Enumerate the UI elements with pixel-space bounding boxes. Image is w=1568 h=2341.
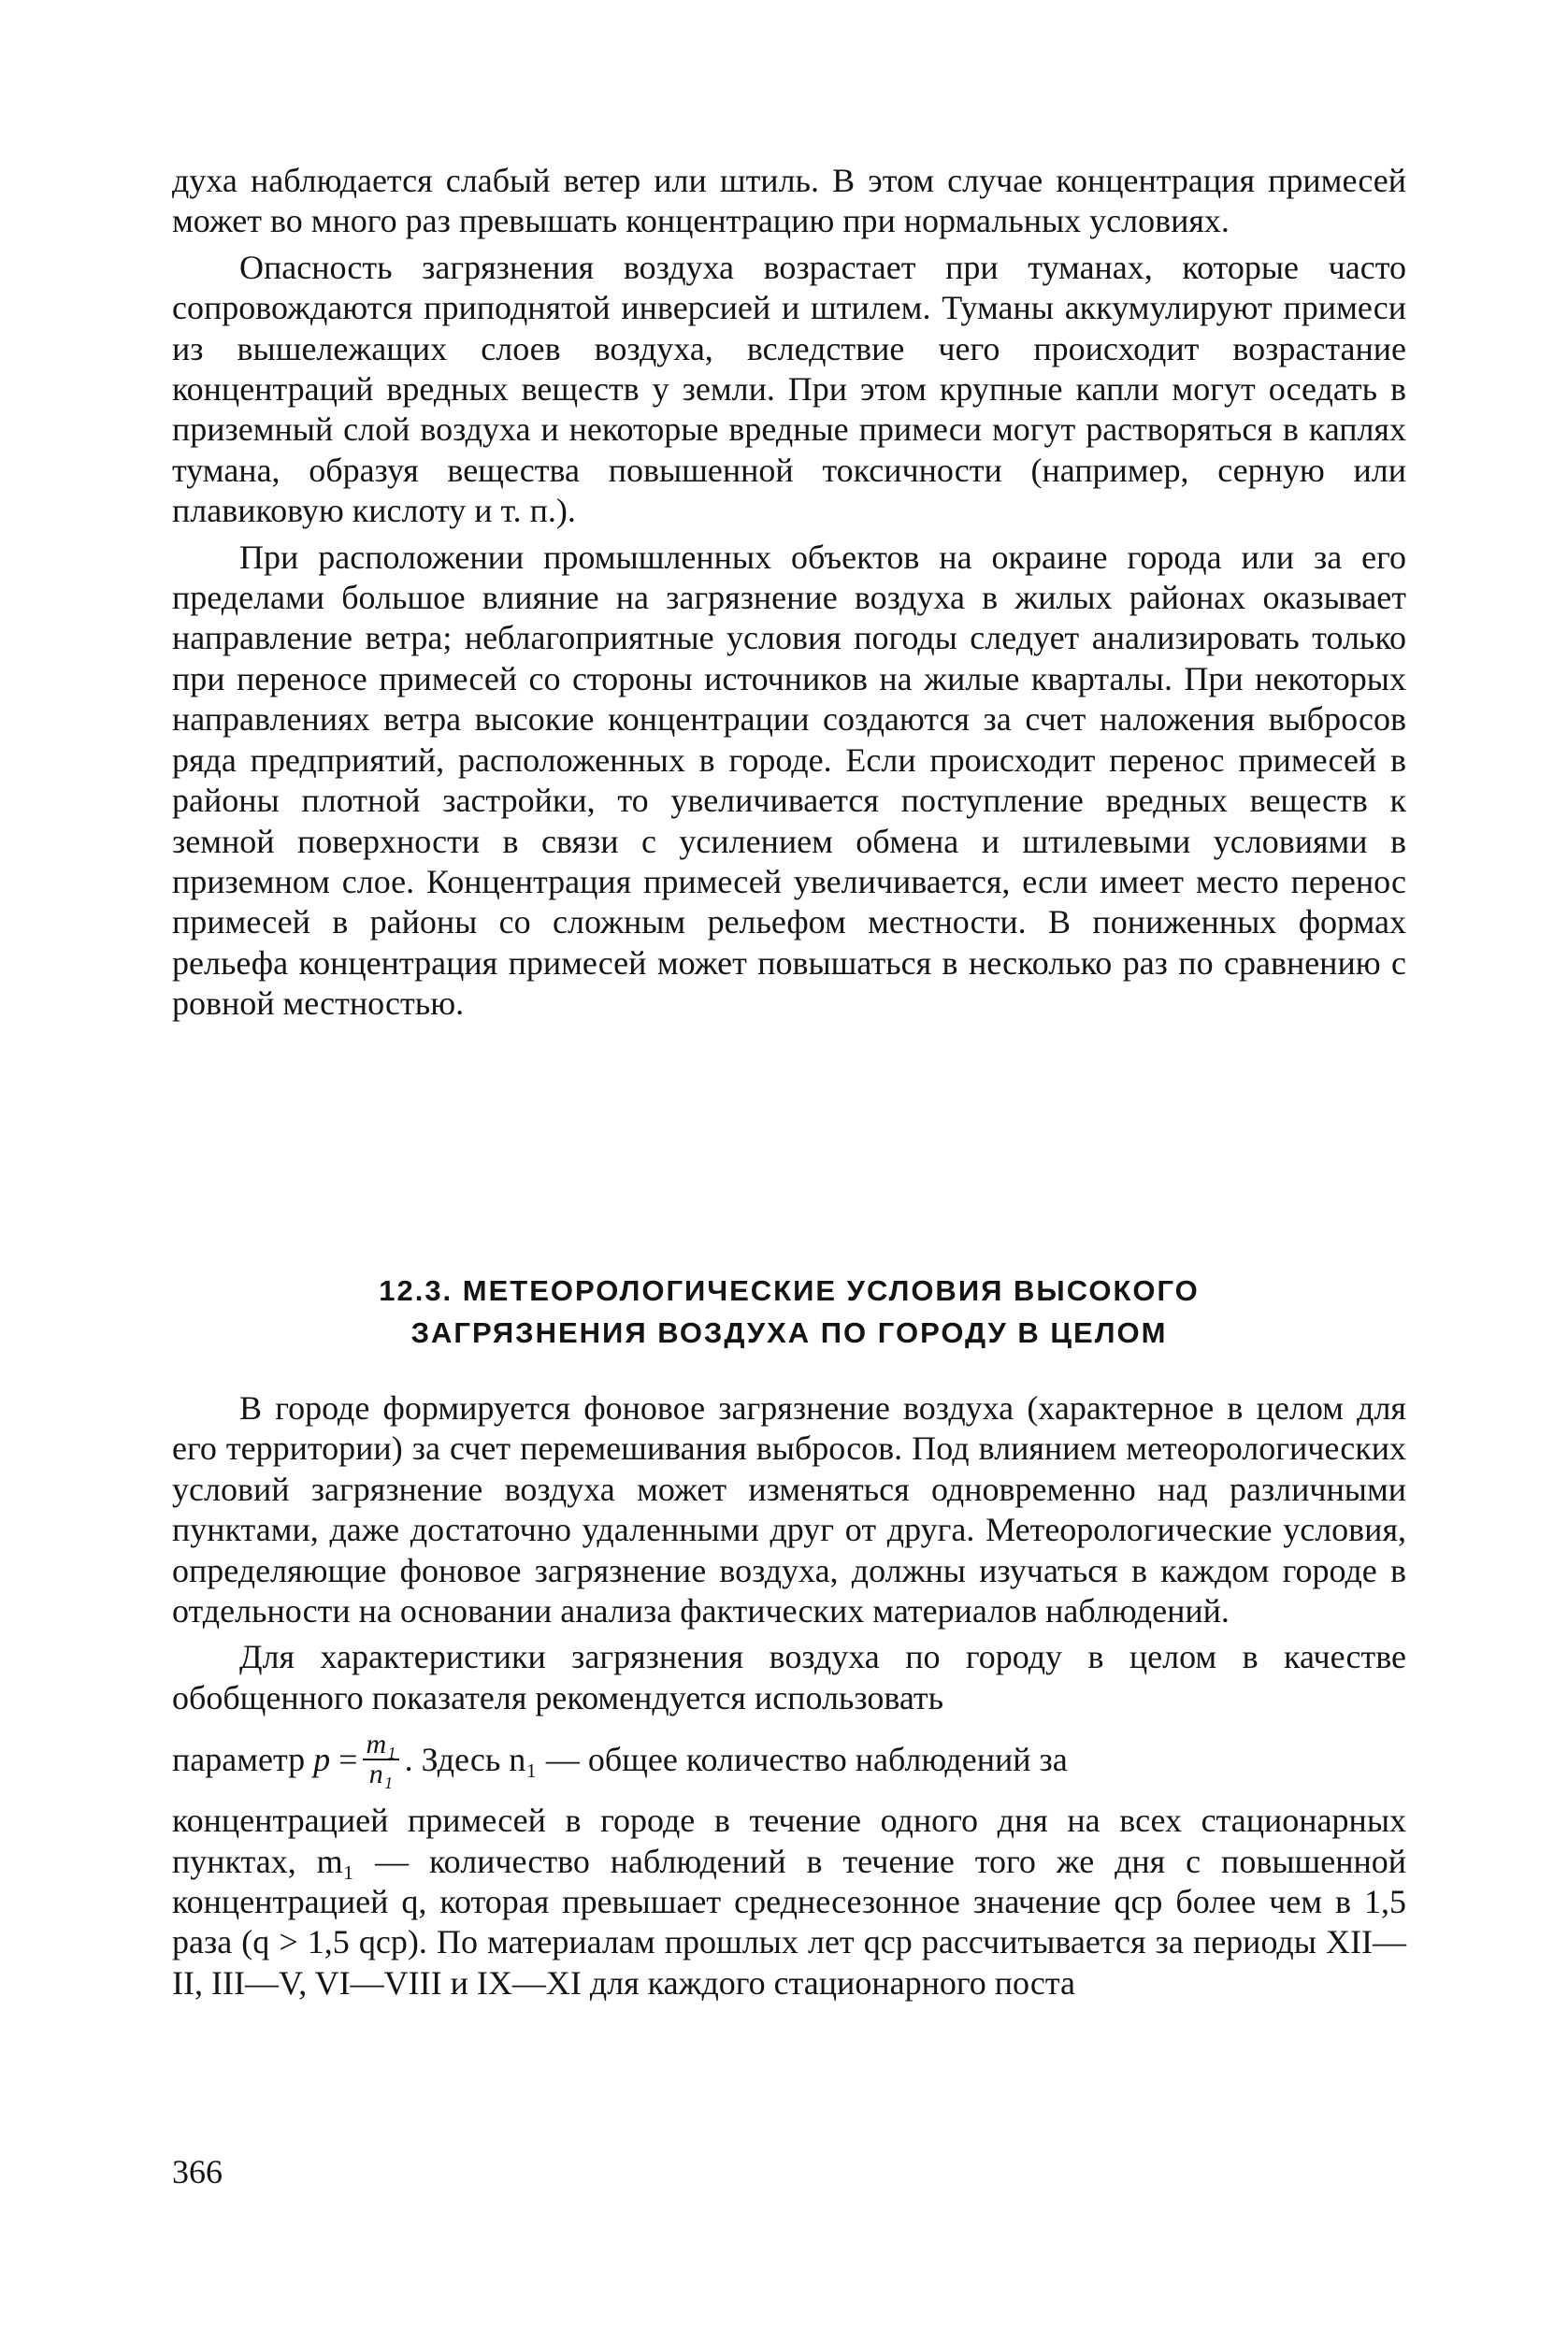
formula-variable-p: p xyxy=(313,1740,331,1778)
formula-fraction xyxy=(363,1731,398,1788)
paragraph-parameter-definition: концентрацией примесей в городе в течение одного дня на всех стационарных пунктах, m₁ — количество наблюдений в течение того же дня с повышенной концентрацией q, которая превышает среднесезонное значение qср более чем в 1,5 раза (q > 1,5 qср). По материалам прошлых лет qср рассчитывается за периоды XII—II, III—V, VI—VIII и IX—XI для каждого стационарного поста xyxy=(172,1802,1406,2002)
paragraph-background-pollution: В городе формируется фоновое загрязнение воздуха (характерное в целом для его территории) за счет перемешивания выбросов. Под влиянием метеорологических условий загрязнение воздуха может изменяться одновременно над различными пунктами, даже достаточно удаленными друг от друга. Метеорологические условия, определяющие фоновое загрязнение воздуха, должны изучаться в каждом городе в отдельности на основании анализа фактических материалов наблюдений. xyxy=(172,1389,1406,1630)
section-body xyxy=(172,1388,1406,2003)
top-text-block xyxy=(172,161,1406,1025)
section-heading-line-2: ЗАГРЯЗНЕНИЯ ВОЗДУХА ПО ГОРОДУ В ЦЕЛОМ xyxy=(410,1316,1168,1349)
paragraph-parameter-intro: Для характеристики загрязнения воздуха по городу в целом в качестве обобщенного показателя рекомендуется использовать xyxy=(172,1638,1406,1716)
paragraph-fog-pollution: Опасность загрязнения воздуха возрастает при туманах, которые часто сопровождаются приподнятой инверсией и штилем. Туманы аккумулируют примеси из вышележащих слоев воздуха, вследствие чего происходит возрастание концентраций вредных веществ у земли. При этом крупные капли могут оседать в приземный слой воздуха и некоторые вредные примеси могут растворяться в каплях тумана, образуя вещества повышенной токсичности (например, серную или плавиковую кислоту и т. п.). xyxy=(172,248,1406,530)
paragraph-continuation: духа наблюдается слабый ветер или штиль. В этом случае концентрация примесей может во много раз превышать концентрацию при нормальных условиях. xyxy=(172,162,1406,240)
page-number: 366 xyxy=(172,2153,223,2190)
paragraph-wind-direction: При расположении промышленных объектов на окраине города или за его пределами большое влияние на загрязнение воздуха в жилых районах оказывает направление ветра; неблагоприятные условия погоды следует анализировать только при переносе примесей со стороны источников на жилые кварталы. При некоторых направлениях ветра высокие концентрации создаются за счет наложения выбросов ряда предприятий, расположенных в городе. Если происходит перенос примесей в районы плотной застройки, то увеличивается поступление вредных веществ к земной поверхности в связи с усилением обмена и штилевыми условиями в приземном слое. Концентрация примесей увеличивается, если имеет место перенос примесей в районы со сложным рельефом местности. В пониженных формах рельефа концентрация примесей может повышаться в несколько раз по сравнению с ровной местностью. xyxy=(172,538,1406,1023)
formula-lead: параметр xyxy=(172,1740,306,1778)
formula-numerator: m₁ xyxy=(363,1731,398,1760)
section-heading xyxy=(172,1270,1406,1354)
formula-denominator: n₁ xyxy=(368,1759,394,1790)
formula-line xyxy=(172,1718,1406,1801)
formula-equals: = xyxy=(338,1740,358,1778)
formula-tail: . Здесь n₁ — общее количество наблюдений за xyxy=(404,1740,1068,1778)
section-heading-line-1: 12.3. МЕТЕОРОЛОГИЧЕСКИЕ УСЛОВИЯ ВЫСОКОГО xyxy=(379,1274,1200,1307)
